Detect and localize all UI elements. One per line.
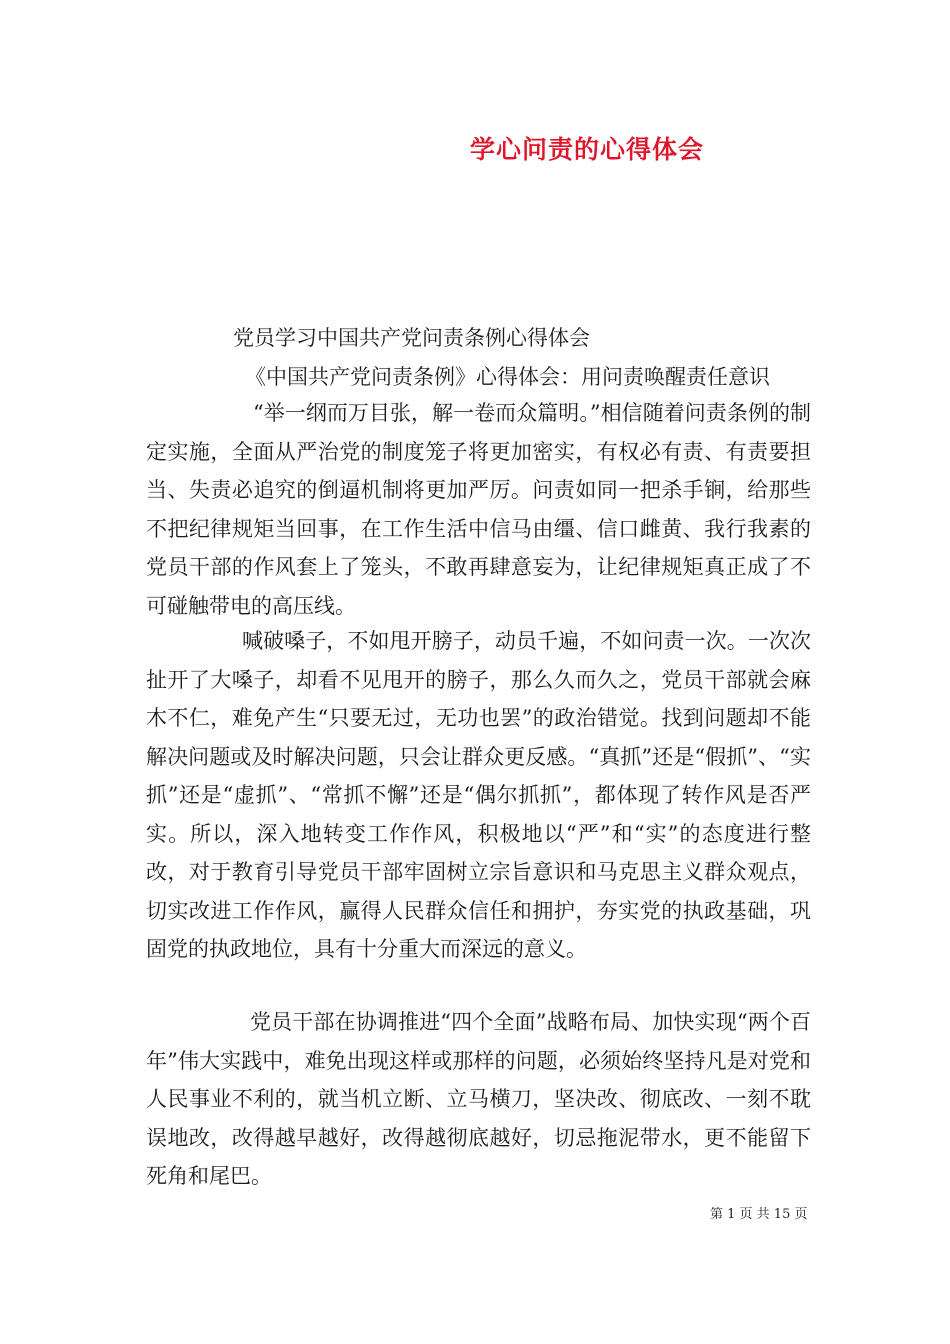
document-title: 学心问责的心得体会 <box>470 135 705 164</box>
paragraph-2: 喊破嗓子，不如甩开膀子，动员千遍，不如问责一次。一次次扯开了大嗓子，却看不见甩开的膀子，那么久而久之，党员干部就会麻木不仁，难免产生“只要无过，无功也罢”的政治错觉。找到问题却不能解决问题或及时解决问题，只会让群众更反感。“真抓”还是“假抓”、“实抓”还是“虚抓”、“常抓不懈”还是“偶尔抓抓”，都体现了转作风是否严实。所以，深入地转变工作作风，积极地以“严”和“实”的态度进行整改，对于教育引导党员干部牢固树立宗旨意识和马克思主义群众观点，切实改进工作作风，赢得人民群众信任和拥护，夯实党的执政基础，巩固党的执政地位，具有十分重大而深远的意义。 <box>146 629 811 961</box>
subheading-2: 《中国共产党问责条例》心得体会：用问责唤醒责任意识 <box>245 365 770 389</box>
paragraph-1: “举一纲而万目张，解一卷而众篇明。”相信随着问责条例的制定实施，全面从严治党的制度笼子将更加密实，有权必有责、有责要担当、失责必追究的倒逼机制将更加严厉。问责如同一把杀手锏，给那些不把纪律规矩当回事，在工作生活中信马由缰、信口雌黄、我行我素的党员干部的作风套上了笼头，不敢再肆意妄为，让纪律规矩真正成了不可碰触带电的高压线。 <box>146 401 811 618</box>
page-footer: 第 1 页 共 15 页 <box>710 1207 808 1222</box>
paragraph-3: 党员干部在协调推进“四个全面”战略布局、加快实现“两个百年”伟大实践中，难免出现这样或那样的问题，必须始终坚持凡是对党和人民事业不利的，就当机立断、立马横刀，坚决改、彻底改、一刻不耽误地改，改得越早越好，改得越彻底越好，切忌拖泥带水，更不能留下死角和尾巴。 <box>146 1010 811 1188</box>
subheading-1: 党员学习中国共产党问责条例心得体会 <box>233 326 590 350</box>
